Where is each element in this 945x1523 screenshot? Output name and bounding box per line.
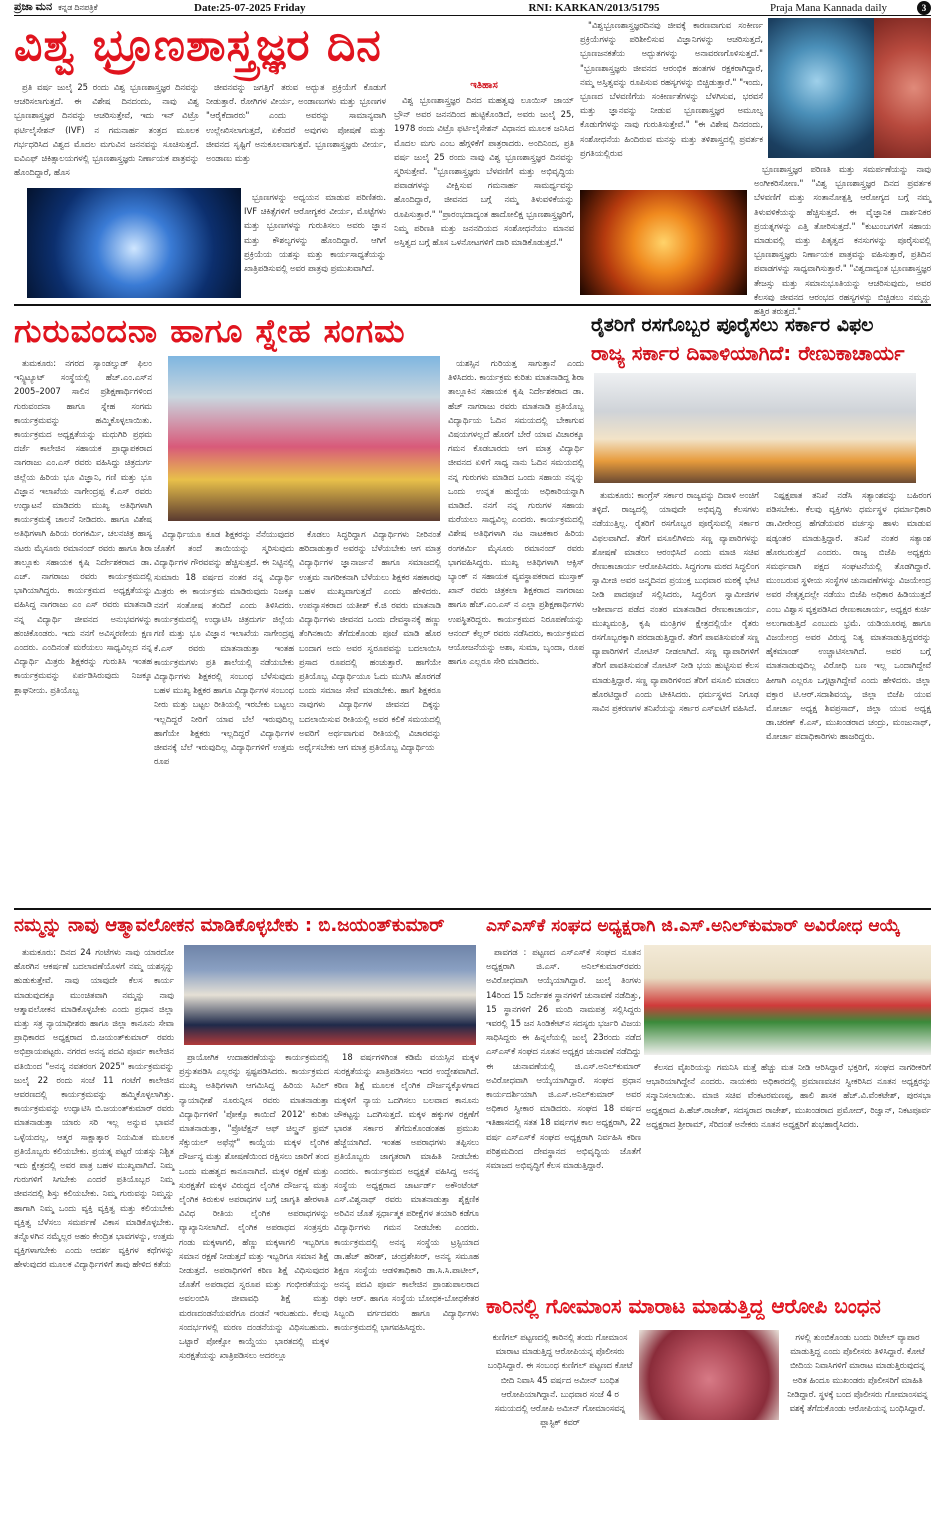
- story2-col4-text: ಯಶಸ್ಸಿನ ಗುರಿಯತ್ತ ಸಾಗುತ್ತಾನೆ ಎಂದು ತಿಳಿಸಿದರು. ಕಾರ್ಯಕ್ರಮ ಕುರಿತು ಮಾತನಾಡಿದ್ದ ಶಿರಾ ತಾಲ್ಲೂಕಿನ ಸಹಾಯಕ ಕೃಷಿ ನಿರ್ದೇಶಕರಾದ ಡಾ. ಹೆಚ್ ನಾಗರಾಜು ರವರು ಮಾತನಾಡಿ ಪ್ರತಿಯೊಬ್ಬ ವಿದ್ಯಾರ್ಥಿಯ ಓದಿನ ಸಮಯದಲ್ಲಿ ಬೇಕಾಗುವ ವಿಷಯಗಳಲ್ಲದೆ ಹೊರಗೆ ಬೇರೆ ಯಾವ ವಿಚಾರಕ್ಕೂ ಗಮನ ಕೊಡಬಾರದು ಆಗ ಮಾತ್ರ ವಿದ್ಯಾರ್ಥಿ ಜೀವನದ ಏಳಿಗೆ ಸಾಧ್ಯ ನಾನು ಓದಿನ ಸಮಯದಲ್ಲಿ ನನ್ನ ಗುರುಗಳು ಮಾಡಿದ ಒಂದು ಸಹಾಯ ನನ್ನನ್ನು ಒಂದು ಉನ್ನತ ಹುದ್ದೆಯ ಅಧಿಕಾರಿಯನ್ನಾಗಿ ಮಾಡಿದೆ. ನನಗೆ ನನ್ನ ಗುರುಗಳ ಸಹಾಯ ಮರೆಯಲು ಸಾಧ್ಯವಿಲ್ಲ ಎಂದರು. ಕಾರ್ಯಕ್ರಮದಲ್ಲಿ ವಿಶೇಷ ಅತಿಥಿಗಳಾಗಿ ನಟ ನಾಟಕಕಾರ ಹಿರಿಯ ರಂಗಕರ್ಮಿ ಮೈಸೂರು ರಮಾನಂದ್ ರವರು ಭಾಗವಹಿಸಿದ್ದರು. ಮುಖ್ಯ ಅತಿಥಿಗಳಾಗಿ ಆಕ್ಸಿಸ್ ಬ್ಯಾಂಕ್ ನ ಸಹಾಯಕ ವ್ಯವಸ್ಥಾಪಕರಾದ ಮುಸ್ತಾಕ್ ಖಾನ್ ರವರು ಚಿತ್ರಕಲಾ ಶಿಕ್ಷಕರಾದ ನಾಗರಾಜು ಹಾಗೂ ಹೆಚ್.ಎಂ.ಎಸ್ ನ ಎಲ್ಲಾ ಪ್ರಶಿಕ್ಷಣಾರ್ಥಿಗಳು ಉಪಸ್ಥಿತರಿದ್ದರು. ಕಾರ್ಯಕ್ರಮದ ನಿರೂಪಣೆಯನ್ನು ಆನಂದ್ ಕೆಲ್ಲರ್ ರವರು ನಡೆಸಿದರು, ಕಾರ್ಯಕ್ರಮದ ಆಯೋಜನೆಯನ್ನು ಅಶಾ, ಸುಮಾ, ಬೃಂದಾ, ರೂಪ ಹಾಗೂ ಎಲ್ಲರೂ ಸೇರಿ ಮಾಡಿದರು.: [448, 358, 584, 667]
- headline-embryologist-day: ವಿಶ್ವ ಭ್ರೂಣಶಾಸ್ತ್ರಜ್ಞರ ದಿನ: [14, 20, 382, 71]
- story6-col2-text: ಗಳಲ್ಲಿ ತುಂಬಿಕೊಂಡು ಬಂದು ರಿಟೇಲ್ ವ್ಯಾಪಾರ ಮಾಡುತ್ತಿದ್ದ ಎಂದು ಪೊಲೀಸರು ತಿಳಿಸಿದ್ದಾರೆ. ಕೋಟೆ ಬೀದಿಯ ನಿವಾಸಿಗಳಿಗೆ ಮಾರಾಟ ಮಾಡುತ್ತಿರುವುದನ್ನ ಅರಿತ ಹಿಂದೂ ಮುಖಂಡರು ಪೊಲೀಸರಿಗೆ ಮಾಹಿತಿ ನೀಡಿದ್ದಾರೆ. ಸ್ಥಳಕ್ಕೆ ಬಂದ ಪೊಲೀಸರು ಗೋಮಾಂಸವನ್ನ ವಶಕ್ಕೆ ತೆಗೆದುಕೊಂಡು ಆರೋಪಿಯನ್ನ ಬಂಧಿಸಿದ್ದಾರೆ.: [787, 1332, 928, 1414]
- section-divider: [14, 908, 931, 910]
- masthead: [14, 0, 931, 16]
- story6-col2: [784, 1330, 931, 1425]
- brand-tagline: ಕನ್ನಡ ದಿನಪತ್ರಿಕೆ: [58, 3, 98, 12]
- story2-col4: [448, 356, 584, 902]
- story1-col2a-text: ಜೀವನವನ್ನು ಜಗತ್ತಿಗೆ ತರುವ ಅದ್ಭುತ ಪ್ರಕ್ರಿಯೆಗೆ ಕೊಡುಗೆ ನೀಡುತ್ತಾರೆ. ರೋಗಿಗಳ ವೀರ್ಯ, ಅಂಡಾಣುಗಳು ಮತ್ತು ಭ್ರೂಣಗಳ "ಆರೈಕೆದಾರರು" ಎಂದು ಅವರನ್ನು ಸಾಮಾನ್ಯವಾಗಿ ಉಲ್ಲೇಖಿಸಲಾಗುತ್ತದೆ, ಏಕೆಂದರೆ ಅವುಗಳು ಪೋಷಣೆ ಮತ್ತು ಜೀವನದ ಸೃಷ್ಟಿಗೆ ಅನುಕೂಲವಾಗುತ್ತವೆ. ಭ್ರೂಣಶಾಸ್ತ್ರಜ್ಞರು ವೀರ್ಯ, ಅಂಡಾಣು ಮತ್ತು: [206, 82, 386, 164]
- story1-col3: [394, 93, 574, 298]
- college-event-photo: [184, 945, 476, 1045]
- garlanded-members-photo: [644, 945, 931, 1055]
- headline-beef-arrest: ಕಾರಿನಲ್ಲಿ ಗೋಮಾಂಸ ಮಾರಾಟ ಮಾಡುತ್ತಿದ್ದ ಆರೋಪಿ ಬಂಧನ: [486, 1294, 881, 1318]
- story2-col1-text: ತುಮಕೂರು: ನಗರದ ಸ್ಯಾಂಡಲ್ವುಡ್ ಫಿಲಂ ಇನ್ಸ್ಟಿಟ್ಯೂಟ್ ಸಂಸ್ಥೆಯಲ್ಲಿ ಹೆಚ್.ಎಂ.ಎಸ್‌ನ 2005–2007 ಸಾಲಿನ ಪ್ರಶಿಕ್ಷಣಾರ್ಥಿಗಳಿಂದ ಗುರುವಂದನಾ ಹಾಗೂ ಸ್ನೇಹ ಸಂಗಮ ಕಾರ್ಯಕ್ರಮವನ್ನು ಹಮ್ಮಿಕೊಳ್ಳಲಾಯಿತು. ಕಾರ್ಯಕ್ರಮದ ಅಧ್ಯಕ್ಷತೆಯನ್ನು ಮಧುಗಿರಿ ಪ್ರಥಮ ದರ್ಜೆ ಕಾಲೇಜಿನ ಸಹಾಯಕ ಪ್ರಾಧ್ಯಾಪಕರಾದ ನಾಗರಾಜು ಎಂ.ಎಸ್ ರವರು ವಹಿಸಿದ್ದು ಚಿತ್ರದುರ್ಗ ಜಿಲ್ಲೆಯ ಹಿರಿಯ ಭೂ ವಿಜ್ಞಾನಿ, ಗಣಿ ಮತ್ತು ಭೂ ವಿಜ್ಞಾನ ಇಲಾಖೆಯ ನಾಗೇಂದ್ರಪ್ಪ ಕೆ.ಎಸ್ ರವರು ಉದ್ಘಾಟನೆ ಮಾಡಿದರು ಮುಖ್ಯ ಅತಿಥಿಗಳಾಗಿ ಕಾರ್ಯಕ್ರಮಕ್ಕೆ ಚಾಲನೆ ನೀಡಿದರು. ಹಾಗೂ ವಿಶೇಷ ಅತಿಥಿಗಳಾಗಿ ಹಿರಿಯ ರಂಗಕರ್ಮಿ, ಚಲನಚಿತ್ರ ಹಾಸ್ಯ ನಟರು ಮೈಸೂರು ರಮಾನಂದ್ ರವರು ಹಾಗೂ ಶಿರಾ ತಾಲ್ಲೂಕು ಸಹಾಯಕ ಕೃಷಿ ನಿರ್ದೇಶಕರಾದ ಡಾ. ಎಚ್. ನಾಗರಾಜು ರವರು ಕಾರ್ಯಕ್ರಮದಲ್ಲಿ ಭಾಗಿಯಾಗಿದ್ದರು. ಕಾರ್ಯಕ್ರಮದ ಅಧ್ಯಕ್ಷತೆಯನ್ನು ವಹಿಸಿದ್ದ ನಾಗರಾಜು ಎಂ ಎಸ್ ರವರು ಮಾತನಾಡಿ ನನ್ನ ವಿದ್ಯಾರ್ಥಿ ಜೀವನದ ಅನುಭವಗಳನ್ನು ಹಂಚಿಕೊಂಡರು. ಇದು ನನಗೆ ಅವಿಸ್ಮರಣೀಯ ಕ್ಷಣ ಎಂದರು. ಎಂದಿನಂತೆ ಮರೆಯಲು ಸಾಧ್ಯವಿಲ್ಲದ ನನ್ನ ವಿದ್ಯಾರ್ಥಿ ಮಿತ್ರರು ಶಿಕ್ಷಕರನ್ನು ಗುರುತಿಸಿ ಇಂತಹ ಕಾರ್ಯಕ್ರಮವನ್ನು ಏರ್ಪಡಿಸಿರುವುದು ನಿಜಕ್ಕೂ ಶ್ಲಾಘನೀಯ. ಪ್ರತಿಯೊಬ್ಬ: [14, 358, 152, 695]
- story1-quote-text: "ವಿಶ್ವಭ್ರೂಣಶಾಸ್ತ್ರಜ್ಞರದಿನವು ಜೀವಕ್ಕೆ ಕಾರಣವಾಗುವ ಸಂಕೀರ್ಣ ಪ್ರಕ್ರಿಯೆಗಳನ್ನು ಪರಿಶೀಲಿಸುವ ವಿಜ್ಞಾನಿಗಳನ್ನು ಆಚರಿಸುತ್ತದೆ, ಭ್ರೂಣಜನಕತೆಯ ಅದ್ಭುತಗಳನ್ನು ಅನಾವರಣಗೊಳಿಸುತ್ತದೆ." "ಭ್ರೂಣಶಾಸ್ತ್ರಜ್ಞರು ಜೀವನದ ಆರಂಭಿಕ ಹಂತಗಳ ರಕ್ಷಕರಾಗಿದ್ದಾರೆ, ನಮ್ಮ ಅಸ್ತಿತ್ವವನ್ನು ರೂಪಿಸುವ ರಹಸ್ಯಗಳನ್ನು ಬಿಚ್ಚಿಡುತ್ತಾರೆ." "ಇಂದು, ಭ್ರೂಣದ ಬೆಳವಣಿಗೆಯ ಸಂಕೀರ್ಣತೆಗಳನ್ನು ಬೆಳಗಿಸುವ, ಭರವಸೆ ಮತ್ತು ಜ್ಞಾನವನ್ನು ನೀಡುವ ಭ್ರೂಣಶಾಸ್ತ್ರಜ್ಞರ ಅಮೂಲ್ಯ ಕೊಡುಗೆಗಳನ್ನು ನಾವು ಗುರುತಿಸುತ್ತೇವೆ." "ಈ ವಿಶೇಷ ದಿನದಂದು, ಸಂಶೋಧನೆಯ ಹಿಂದಿರುವ ಮನಸ್ಸು ಮತ್ತು ತಳಿಶಾಸ್ತ್ರದಲ್ಲಿ ಪ್ರವರ್ತಕ ಪ್ರಗತಿಯಲ್ಲಿರುವ: [580, 20, 763, 158]
- story5-col1-text: ಪಾವಗಡ : ಪಟ್ಟಣದ ಎಸ್‌ಎಸ್‌ಕೆ ಸಂಘದ ನೂತನ ಅಧ್ಯಕ್ಷರಾಗಿ ಜಿ.ಎಸ್. ಅನಿಲ್‌ಕುಮಾರ್‌ರವರು ಅವಿರೋಧವಾಗಿ ಆಯ್ಕೆಯಾಗಿದ್ದಾರೆ. ಜುಲೈ ತಿಂಗಳು 14ರಿಂದ 15 ನಿರ್ದೇಶಕ ಸ್ಥಾನಗಳಿಗೆ ಚುನಾವಣೆ ನಡೆದಿತ್ತು, 15 ಸ್ಥಾನಗಳಿಗೆ 26 ಮಂದಿ ನಾಮಪತ್ರ ಸಲ್ಲಿಸಿದ್ದರು ಇವರಲ್ಲಿ 15 ಜನ ಸಿಂಡಿಕೇಟ್‌ನ ಸದಸ್ಯರು ಭರ್ಜರಿ ವಿಜಯ ಸಾಧಿಸಿದ್ದರು ಈ ಹಿನ್ನಲೆಯಲ್ಲಿ ಜುಲೈ 23ರಂದು ನಡೆದ ಎಸ್‌ಎಸ್‌ಕೆ ಸಂಘದ ನೂತನ ಅಧ್ಯಕ್ಷರ ಚುನಾವಣೆ ನಡೆದಿದ್ದು ಈ ಚುನಾವಣೆಯಲ್ಲಿ ಜಿ.ಎಸ್.ಅನಿಲ್‌ಕುಮಾರ್ ಅವಿರೋಧವಾಗಿ ಆಯ್ಕೆಯಾಗಿದ್ದಾರೆ. ಸಂಘದ ಪ್ರಧಾನ ಕಾರ್ಯದರ್ಶಿಯಾಗಿ ಜಿ.ಎಸ್.ಅನಿಲ್‌ಕುಮಾರ್ ಅವರ ಅಧಿಕಾರ ಸ್ವೀಕಾರ ಮಾಡಿದರು. ಸಂಘದ 18 ವರ್ಷದ ಇತಿಹಾಸದಲ್ಲಿ ಸತತ 18 ವರ್ಷಗಳ ಕಾಲ ಅಧ್ಯಕ್ಷರಾಗಿ, 22 ವರ್ಷ ಎಸ್‌ಎಸ್‌ಕೆ ಸಂಘದ ಅಧ್ಯಕ್ಷರಾಗಿ ನಿರ್ವಹಿಸಿ ಕಠಿಣ ಪರಿಶ್ರಮದಿಂದ ದೇವಸ್ಥಾನದ ಅಭಿವೃದ್ಧಿಯ ಜೊತೆಗೆ ಸಮಾಜದ ಅಭಿವೃದ್ಧಿಗೆ ಕೆಲಸ ಮಾಡುತ್ತಿದ್ದಾರೆ.: [486, 947, 641, 1171]
- rni-number: RNI: KARKAN/2013/51795: [528, 1, 660, 14]
- headline-guruvandana: ಗುರುವಂದನಾ ಹಾಗೂ ಸ್ನೇಹ ಸಂಗಮ: [14, 312, 406, 350]
- hands-embryo-photo: [27, 188, 241, 298]
- swamiji-visit-photo: [594, 373, 916, 483]
- story1-col2b-text: ಭ್ರೂಣಗಳನ್ನು ಅಧ್ಯಯನ ಮಾಡುವ ಪರಿಣಿತರು. IVF ಚಿಕಿತ್ಸೆಗಳಿಗೆ ಆರೋಗ್ಯಕರ ವೀರ್ಯ, ಮೊಟ್ಟೆಗಳು ಮತ್ತು ಭ್ರೂಣಗಳನ್ನು ಗುರುತಿಸಲು ಅವರು ಜ್ಞಾನ ಮತ್ತು ಕೌಶಲ್ಯಗಳನ್ನು ಹೊಂದಿದ್ದಾರೆ. ಆಗಿಗೆ ಪ್ರಕ್ರಿಯೆಯ ಯಶಸ್ಸು ಮತ್ತು ಕಾರ್ಯಸಾಧ್ಯತೆಯನ್ನು ಖಾತ್ರಿಪಡಿಸುವಲ್ಲಿ ಅವರ ಪಾತ್ರವು ಪ್ರಮುಖವಾಗಿದೆ.: [244, 192, 386, 274]
- section-divider: [14, 304, 931, 306]
- story1-col1-text: ಪ್ರತಿ ವರ್ಷ ಜುಲೈ 25 ರಂದು ವಿಶ್ವ ಭ್ರೂಣಶಾಸ್ತ್ರಜ್ಞರ ದಿನವನ್ನು ಆಚರಿಸಲಾಗುತ್ತದೆ. ಈ ವಿಶೇಷ ದಿನದಂದು, ನಾವು ವಿಶ್ವ ಭ್ರೂಣಶಾಸ್ತ್ರಜ್ಞರ ದಿನವನ್ನು ಆಚರಿಸುತ್ತೇವೆ, ಇದು ಇನ್ ವಿಟ್ರೊ ಫರ್ಟಿಲೈಸೇಶನ್ (IVF) ನ ಗಮನಾರ್ಹ ತಂತ್ರದ ಮೂಲಕ ಗರ್ಭಧರಿಸಿದ ವಿಶ್ವದ ಮೊದಲ ಮಗುವಿನ ಜನನವನ್ನು ಸೂಚಿಸುತ್ತದೆ. ಐವಿಎಫ್ ಚಿಕಿತ್ಸಾಲಯಗಳಲ್ಲಿ ಭ್ರೂಣಶಾಸ್ತ್ರಜ್ಞರು ನಿರ್ಣಾಯಕ ಪಾತ್ರವನ್ನು ಹೊಂದಿದ್ದಾರೆ, ಹೊಸ: [14, 82, 199, 178]
- story1-quote-column: [580, 18, 763, 183]
- story1-col3-text: ವಿಶ್ವ ಭ್ರೂಣಶಾಸ್ತ್ರಜ್ಞರ ದಿನದ ಮಹತ್ವವು ಲೂಯಿಸ್ ಜಾಯ್ ಬ್ರೌನ್ ಅವರ ಜನನದಿಂದ ಹುಟ್ಟಿಕೊಂಡಿದೆ, ಅವರು ಜುಲೈ 25, 1978 ರಂದು ವಿಟ್ರೊ ಫರ್ಟಿಲೈಸೇಶನ್ ವಿಧಾನದ ಮೂಲಕ ಜನಿಸಿದ ಮೊದಲ ಮಗು ಎಂಬ ಹೆಗ್ಗಳಿಕೆಗೆ ಪಾತ್ರರಾದರು. ಅಂದಿನಿಂದ, ಪ್ರತಿ ವರ್ಷ ಜುಲೈ 25 ರಂದು ನಾವು ವಿಶ್ವ ಭ್ರೂಣಶಾಸ್ತ್ರಜ್ಞರ ದಿನವನ್ನು ಸ್ಮರಿಸುತ್ತೇವೆ. "ಭ್ರೂಣಶಾಸ್ತ್ರಜ್ಞರು ಬೆಳವಣಿಗೆ ಮತ್ತು ಅಭಿವೃದ್ಧಿಯ ಪವಾಡಗಳನ್ನು ವೀಕ್ಷಿಸುವ ಗಮನಾರ್ಹ ಸಾಮರ್ಥ್ಯವನ್ನು ಹೊಂದಿದ್ದಾರೆ, ಜೀವನದ ಬಗ್ಗೆ ನಮ್ಮ ತಿಳುವಳಿಕೆಯನ್ನು ರೂಪಿಸುತ್ತಾರೆ." "ಪ್ರಾರಂಭದಾದ್ಯಂತ ಹಾದೋಲಿಕ್ಷ ಭ್ರೂಣಶಾಸ್ತ್ರಜ್ಞರಿಗೆ, ನಿಮ್ಮ ಪರಿಣತಿ ಮತ್ತು ಜನನದಿಯದ ಸಂಶೋಧನೆಯು ಮಾನವ ಅಸ್ತಿತ್ವದ ಬಗ್ಗೆ ಹೊಸ ಒಳನೋಟಗಳಿಗೆ ದಾರಿ ಮಾಡಿಕೊಡುತ್ತದೆ.": [394, 95, 574, 248]
- headline-ssk-president: ಎಸ್‌ಎಸ್‌ಕೆ ಸಂಘದ ಅಧ್ಯಕ್ಷರಾಗಿ ಜಿ.ಎಸ್.ಅನಿಲ್‌ಕುಮಾರ್ ಅವಿರೋಧ ಆಯ್ಕೆ: [486, 916, 901, 936]
- students-group-photo: [168, 356, 440, 521]
- embryo-cell-photo: [768, 18, 931, 158]
- story5-col2: [646, 1060, 931, 1285]
- story3-col2-text: ನಿಷ್ಪಕ್ಷಪಾತ ತನಿಖೆ ನಡೆಸಿ ಸತ್ಯಾಂಶವನ್ನು ಬಹಿರಂಗ ಪಡಿಸಬೇಕು. ಕೆಲವು ವ್ಯಕ್ತಿಗಳು ಧರ್ಮಸ್ಥಳ ಧರ್ಮಾಧಿಕಾರಿ ಡಾ.ವೀರೇಂದ್ರ ಹೆಗಡೆಯವರ ವರ್ಚಸ್ಸು ಹಾಳು ಮಾಡುವ ಷಡ್ಯಂತರ ಮಾಡುತ್ತಿದ್ದಾರೆ. ತನಿಖೆ ನಂತರ ಸತ್ಯಾಂಶ ಹೊರಬರುತ್ತದೆ ಎಂದರು. ರಾಜ್ಯ ಬಿಜೆಪಿ ಅಧ್ಯಕ್ಷರು ಸಮರ್ಥವಾಗಿ ಪಕ್ಷದ ಸಂಘಟನೆಯಲ್ಲಿ ತೊಡಗಿದ್ದಾರೆ. ಮುಂಬರುವ ಸ್ಥಳೀಯ ಸಂಸ್ಥೆಗಳ ಚುನಾವಣೆಗಳನ್ನು ವಿಜಯೇಂದ್ರ ಅವರ ನೇತೃತ್ವದಲ್ಲೇ ನಡೆಯು ಬಿಜೆಪಿ ಅಧಿಕಾರ ಹಿಡಿಯುತ್ತದೆ ಎಂಬ ವಿಶ್ವಾಸ ವ್ಯಕ್ತಪಡಿಸಿದ ರೇಣುಕಾಚಾರ್ಯ, ಅಧ್ಯಕ್ಷರ ಕುರ್ಚಿ ಅಲುಗಾಡುತ್ತಿದೆ ಎಂಬುದು ಭ್ರಮೆ. ಯಡಿಯೂರಪ್ಪ ಹಾಗೂ ವಿಜಯೇಂದ್ರ ಅವರ ವಿರುದ್ಧ ನಿತ್ಯ ಮಾತನಾಡುತ್ತಿದ್ದವರನ್ನು ಹೈಕಮಾಂಡ್ ಉಚ್ಚಾಟಿಸಲಾಗಿದೆ. ಅವರ ಬಗ್ಗೆ ಮಾತನಾಡುವುದಿಲ್ಲ ವಿರೋಧಿ ಬಣ ಇಲ್ಲ ಒಂದಾಗಿದ್ದೇವೆ ಹೀಗಾಗಿ ಎಲ್ಲರೂ ಒಗ್ಗಟ್ಟಾಗಿದ್ದೇವೆ ಎಂದು ಹೇಳಿದರು. ಜಿಲ್ಲಾ ವಕ್ತಾರ ಟಿ.ಆರ್.ಸದಾಶಿವಯ್ಯ, ಜಿಲ್ಲಾ ಬಿಜೆಪಿ ಯುವ ಮೋರ್ಚಾ ಅಧ್ಯಕ್ಷ ಶಿವಪ್ರಸಾದ್, ಜಿಲ್ಲಾ ಯುವ ಅಧ್ಯಕ್ಷ ಡಾ.ಚರಣ್ ಕೆ.ಎಸ್, ಮುಖಂಡರಾದ ಚಂದ್ರು, ಮಂಜುನಾಥ್, ಮೋರ್ಚಾ ಪದಾಧಿಕಾರಿಗಳು ಹಾಜರಿದ್ದರು.: [766, 490, 931, 742]
- story1-col2a: [206, 80, 386, 188]
- story4-col3-text: 18 ವರ್ಷಗಳಿಗಿಂತ ಕಡಿಮೆ ವಯಸ್ಸಿನ ಮಕ್ಕಳ ಸುರಕ್ಷತೆಯನ್ನು ಖಾತ್ರಿಪಡಿಸಲು ಇದರ ಉದ್ದೇಶವಾಗಿದೆ. ಕಠಿಣ ಶಿಕ್ಷೆ ಮೂಲಕ ಲೈಂಗಿಕ ದೌರ್ಜನ್ಯಕ್ಕೊಳಗಾದ ಮಕ್ಕಳಿಗೆ ನ್ಯಾಯ ಒದಗಿಸಲು ಬಲವಾದ ಕಾನೂನು ಚೌಕಟ್ಟನ್ನು ಒದಗಿಸುತ್ತದೆ. ಮಕ್ಕಳ ಹಕ್ಕುಗಳ ರಕ್ಷಣೆಗೆ ಭಾರತ ಸರ್ಕಾರ ತೆಗೆದುಕೊಂಡಂತಹ ಪ್ರಮುಖ ಹೆಜ್ಜೆಯಾಗಿದೆ. ಇಂತಹ ಅಪರಾಧಗಳು ತಪ್ಪಿಸಲು ಪ್ರತಿಯೊಬ್ಬರು ಜಾಗೃತರಾಗಿ ಮಾಹಿತಿ ನೀಡಬೇಕು ಎಂದರು. ಕಾರ್ಯಕ್ರಮದ ಅಧ್ಯಕ್ಷತೆ ವಹಿಸಿದ್ದ ಅನನ್ಯ ಸಂಸ್ಥೆಯ ಅಧ್ಯಕ್ಷರಾದ ಚಾರ್ಟರ್ಡ್ ಅಕೌಂಟೆಂಟ್ ಎಸ್.ವಿಶ್ವನಾಥ್ ರವರು ಮಾತನಾಡುತ್ತಾ ಶೈಕ್ಷಣಿಕ ಅರಿವಿನ ಜೊತೆ ಸ್ಪರ್ಧಾತ್ಮಕ ಪರೀಕ್ಷೆಗಳ ತಯಾರಿ ಕಡೆಗೂ ವಿದ್ಯಾರ್ಥಿಗಳು ಗಮನ ನೀಡಬೇಕು ಎಂದರು. ಕಾರ್ಯಕ್ರಮದಲ್ಲಿ ಅನನ್ಯ ಸಂಸ್ಥೆಯ ಟ್ರಸ್ಟಿಯಾದ ಡಾ.ಹೆಚ್ ಹರೀಶ್, ಚಂದ್ರಶೇಖರ್, ಅನನ್ಯ ಸಮೂಹ ಶಿಕ್ಷಣ ಸಂಸ್ಥೆಯ ಆಡಳಿತಾಧಿಕಾರಿ ಡಾ.ಸಿ.ಸಿ.ಪಾಟೀಲ್, ಅನನ್ಯ ಪದವಿ ಪೂರ್ವ ಕಾಲೇಜಿನ ಪ್ರಾಂಶುಪಾಲರಾದ ರಘು ಆರ್. ಹಾಗೂ ಸಂಸ್ಥೆಯ ಬೋಧಕ-ಬೋಧಕೇತರ ಸಿಬ್ಬಂದಿ ವರ್ಗದವರು ಹಾಗೂ ವಿದ್ಯಾರ್ಥಿಗಳು ಕಾರ್ಯಕ್ರಮದಲ್ಲಿ ಭಾಗವಹಿಸಿದ್ದರು.: [334, 1052, 479, 1332]
- story3-col2: [766, 488, 931, 903]
- story5-col1: [486, 945, 641, 1285]
- headline-jayanthkumar: ನಮ್ಮನ್ನು ನಾವು ಆತ್ಮಾವಲೋಕನ ಮಾಡಿಕೊಳ್ಳಬೇಕು : ಬಿ.ಜಯಂತ್‌ಕುಮಾರ್: [14, 915, 445, 936]
- headline-fertilizer: ರೈತರಿಗೆ ರಸಗೊಬ್ಬರ ಪೂರೈಸಲು ಸರ್ಕಾರ ವಿಫಲ: [591, 314, 874, 336]
- story4-col2: [179, 1050, 329, 1423]
- story4-col2-text: ಪ್ರಾಯೋಗಿಕ ಉದಾಹರಣೆಯನ್ನು ಕಾರ್ಯಕ್ರಮದಲ್ಲಿ ಪ್ರಸ್ತುತಪಡಿಸಿ ಎಲ್ಲರನ್ನು ಸ್ಪಷ್ಟಪಡಿಸಿದರು. ಕಾರ್ಯಕ್ರಮದ ಮುಖ್ಯ ಅತಿಥಿಗಳಾಗಿ ಆಗಮಿಸಿದ್ದ ಹಿರಿಯ ಸಿವಿಲ್ ನ್ಯಾಯಾಧೀಶೆ ನೂರುನ್ನೀಸ ರವರು ಮಾತನಾಡುತ್ತಾ ವಿದ್ಯಾರ್ಥಿಗಳಿಗೆ 'ಪೋಕ್ಸೊ ಕಾಯಿದೆ 2012' ಕುರಿತು ಮಾತನಾಡುತ್ತಾ, "ಪ್ರೊಟೆಕ್ಷನ್ ಆಫ್ ಚಿಲ್ಡ್ರನ್ ಫ್ರಮ್ ಸೆಕ್ಸುಯಲ್ ಅಫೆನ್ಸ್" ಕಾಯ್ದೆಯ ಮಕ್ಕಳ ಲೈಂಗಿಕ ದೌರ್ಜನ್ಯ ಮತ್ತು ಶೋಷಣೆಯಿಂದ ರಕ್ಷಿಸಲು ಜಾರಿಗೆ ತಂದ ಒಂದು ಮಹತ್ವದ ಕಾನೂನಾಗಿದೆ. ಮಕ್ಕಳ ರಕ್ಷಣೆ ಮತ್ತು ಸುರಕ್ಷತೆಗೆ ಮಕ್ಕಳ ವಿರುದ್ಧದ ಲೈಂಗಿಕ ದೌರ್ಜನ್ಯ ಮತ್ತು ಲೈಂಗಿಕ ಕಿರುಕುಳ ಅಪರಾಧಗಳ ಬಗ್ಗೆ ಜಾಗೃತಿ ಹೇರಳಾತಿ ವಿವಿಧ ರೀತಿಯ ಲೈಂಗಿಕ ಅಪರಾಧಗಳನ್ನು ವ್ಯಾಖ್ಯಾನಿಸಲಾಗಿದೆ. ಲೈಂಗಿಕ ಅಪರಾಧದ ಸಂತ್ರಸ್ತರು ಗಂಡು ಮಕ್ಕಳಾಗಲಿ, ಹೆಣ್ಣು ಮಕ್ಕಳಾಗಲಿ ಇಬ್ಬರಿಗೂ ಸಮಾನ ರಕ್ಷಣೆ ನೀಡುತ್ತದೆ ಮತ್ತು ಇಬ್ಬರಿಗೂ ಸಮಾನ ಶಿಕ್ಷೆ ನೀಡುತ್ತದೆ. ಅಪರಾಧಿಗಳಿಗೆ ಕಠಿಣ ಶಿಕ್ಷೆ ವಿಧಿಸುವುದರ ಜೊತೆಗೆ ಅಪರಾಧದ ಸ್ವರೂಪ ಮತ್ತು ಗಂಭೀರತೆಯನ್ನು ಅವಲಂಬಿಸಿ ಜೀವಾವಧಿ ಶಿಕ್ಷೆ ಮತ್ತು ಮರಣದಂಡನೆಯವರೆಗೂ ದಂಡನೆ ಇರಬಹುದು. ಕೆಲವು ಸಂದರ್ಭಗಳಲ್ಲಿ ಮರಣ ದಂಡನೆಯನ್ನು ವಿಧಿಸಬಹುದು. ಒಟ್ಟಾರೆ ಪೋಕ್ಸೋ ಕಾಯ್ದೆಯು ಭಾರತದಲ್ಲಿ ಮಕ್ಕಳ ಸುರಕ್ಷತೆಯನ್ನು ಖಾತ್ರಿಪಡಿಸಲು ಅದರಲ್ಲೂ: [179, 1052, 329, 1361]
- brand-name: ಪ್ರಜಾ ಮನ: [14, 1, 53, 13]
- story5-col2-text: ಕೆಲಸದ ವೈಖರಿಯನ್ನು ಗಮನಿಸಿ ಮತ್ತೆ ಹೆಚ್ಚು ಮತ ನೀಡಿ ಆರಿಸಿದ್ದಾರೆ ಭಕ್ತರಿಗೆ, ಸಂಘದ ನಾಗರೀಕರಿಗೆ ಆಭಾರಿಯಾಗಿದ್ದೇನೆ ಎಂದರು. ನಾಯಕರು ಅಧಿಕಾರದಲ್ಲಿ ಪ್ರಮಾಣವಚನ ಸ್ವೀಕರಿಸಿದ ನೂತನ ಅಧ್ಯಕ್ಷರನ್ನು ಸನ್ಮಾನಿಸಲಾಯಿತು. ಮಾಜಿ ಸಚಿವ ವೆಂಕಟರಮಣಪ್ಪ, ಹಾಲಿ ಶಾಸಕ ಹೆಚ್.ವಿ.ವೆಂಕಟೇಶ್, ಪುರಸಭಾ ಅಧ್ಯಕ್ಷರಾದ ಪಿ.ಹೆಚ್.ರಾಜೇಶ್, ಸದಸ್ಯರಾದ ರಾಜೇಶ್, ಮುಖಂಡರಾದ ಪ್ರಮೋದ್, ರಿಜ್ವಾನ್, ನಿಕಟಪೂರ್ವ ಅಧ್ಯಕ್ಷರಾದ ಶ್ರೀರಾಮ್, ಸೆರಿದಂತೆ ಅನೇಕರು ನೂತನ ಅಧ್ಯಕ್ಷರಿಗೆ ಶುಭಹಾರೈಸಿದರು.: [646, 1062, 931, 1129]
- story1-col2b: [244, 190, 386, 300]
- story2-col3-text: ಕೊಡಲು ಸಿದ್ಧರಿದ್ದಾಗ ವಿದ್ಯಾರ್ಥಿಗಳು ನೀರಿನಂತೆ ಹರಿದಾಡುತ್ತಾರೆ ಅವರನ್ನು ಬೆಳೆಯಬೇಕು ಆಗ ಮಾತ್ರ ವಿದ್ಯಾರ್ಥಿಗಳ ಜ್ಞಾನಾರ್ಜನೆ ಹಾಗೂ ಸಮಾಜದಲ್ಲಿ ಉತ್ತಮ ನಾಗರೀಕನಾಗಿ ಬೆಳೆಯಲು ಶಿಕ್ಷಕರ ಸಹಕಾರವು ಬಹಳ ಮುಖ್ಯವಾಗುತ್ತದೆ ಎಂದು ಹೇಳಿದರು. ಉಪನ್ಯಾಸಕರಾದ ಯತೀಶ್ ಕೆ.ಜಿ ರವರು ಮಾತನಾಡಿ ವಿದ್ಯಾರ್ಥಿಗಳು ಜೀವನದ ಒಂದು ದೇವಸ್ಥಾನಕ್ಕೆ ಹಣ್ಣು ತೆಂಗಿನಕಾಯಿ ತೆಗೆದುಕೊಂಡು ಪೂಜೆ ಮಾಡಿ ಹೊರ ಬಂದಾಗ ಅದು ಅವರ ಸ್ವರೂಪವನ್ನು ಬದಲಾಯಿಸಿ ಪ್ರಸಾದ ರೂಪದಲ್ಲಿ ಹಂಚುತ್ತಾರೆ. ಹಾಗೆಯೇ ಪ್ರತಿಯೊಬ್ಬ ವಿದ್ಯಾರ್ಥಿಯೂ ಓದು ಮುಗಿಸಿ ಹೊರಗಡೆ ಬಂದು ಸಮಾಜ ಸೇವೆ ಮಾಡಬೇಕು. ಹಾಗೆ ಶಿಕ್ಷಕರೂ ನಾವುಗಳು ವಿದ್ಯಾರ್ಥಿಗಳ ಜೀವನದ ದಿಕ್ಕನ್ನು ಬದಲಾಯಿಸುವ ರೀತಿಯಲ್ಲಿ ಅವರ ಕಲಿಕೆ ಸಮಯದಲ್ಲಿ ಅವರಿಗೆ ಅರ್ಥವಾಗುವ ರೀತಿಯಲ್ಲಿ ವಿಚಾರವನ್ನು ಅರ್ಥೈಸಬೇಕು ಆಗ ಮಾತ್ರ ಪ್ರತಿಯೊಬ್ಬ ವಿದ್ಯಾರ್ಥಿಯ: [299, 529, 441, 753]
- story4-col1-text: ತುಮಕೂರು: ದಿನದ 24 ಗಂಟೆಗಳು ನಾವು ಯಾರದೋ ಹೊರಗಿನ ಆಕರ್ಷಣೆ ಬದಲಾವಣೆಯೊಳಗೆ ನಮ್ಮ ಯಶಸ್ಸನ್ನು ಹುಡುಕುತ್ತೇವೆ. ನಾವು ಯಾವುದೇ ಕೆಲಸ ಕಾರ್ಯ ಮಾಡುವುದಕ್ಕೂ ಮುಂಚಿತವಾಗಿ ನಮ್ಮನ್ನು ನಾವು ಆತ್ಮಾವಲೋಕನ ಮಾಡಿಕೊಳ್ಳಬೇಕು ಎಂದು ಪ್ರಧಾನ ಜಿಲ್ಲಾ ಮತ್ತು ಸತ್ರ ನ್ಯಾಯಾಧೀಶರು ಹಾಗೂ ಜಿಲ್ಲಾ ಕಾನೂನು ಸೇವಾ ಪ್ರಾಧಿಕಾರದ ಅಧ್ಯಕ್ಷರಾದ ಬಿ.ಜಯಂತ್‌ಕುಮಾರ್ ರವರು ಅಭಿಪ್ರಾಯಪಟ್ಟರು. ನಗರದ ಅನನ್ಯ ಪದವಿ ಪೂರ್ವ ಕಾಲೇಜಿನ ವತಿಯಿಂದ "ಅನನ್ಯ ನವತರಂಗ 2025" ಕಾರ್ಯಕ್ರಮವನ್ನು ಜುಲೈ 22 ರಂದು ಸಂಜೆ 11 ಗಂಟೆಗೆ ಕಾಲೇಜಿನ ಆವರಣದಲ್ಲಿ ಕಾರ್ಯಕ್ರಮವನ್ನು ಹಮ್ಮಿಕೊಳ್ಳಲಾಗಿತ್ತು. ಕಾರ್ಯಕ್ರಮವನ್ನು ಉದ್ಘಾಟಿಸಿ ಬಿ.ಜಯಂತ್‌ಕುಮಾರ್ ರವರು ಮಾತನಾಡುತ್ತಾ ಯಾರು ಸರಿ ಇಲ್ಲ ಅನ್ನುವ ಭಾವನೆ ಒಳ್ಳೆಯದಲ್ಲ, ಆತ್ಮರ ಸಾಕ್ಷಾತ್ಕಾರ ನಿಯಮಿತ ಮೂಲಕ ಪ್ರತಿಯೊಬ್ಬರು ಕಲಿಯಬೇಕು. ಪ್ರಯತ್ನ ಪಟ್ಟರೆ ಯಶಸ್ಸು ನಿಶ್ಚಿತ ಇದು ಕ್ಷೇತ್ರದಲ್ಲಿ ಅವರ ಪಾತ್ರ ಬಹಳ ಮುಖ್ಯವಾಗಿದೆ. ನಿಮ್ಮ ಗುರುಗಳಿಗೆ ಸಿಗಬೇಕು ಎಂದರೆ ಪ್ರತಿಯೊಬ್ಬರ ನಿಮ್ಮ ಜೀವನದಲ್ಲಿ ಶಿಸ್ತು ಕಲಿಯಬೇಕು. ನಿಮ್ಮ ಗುರುವನ್ನು ನಿಮ್ಮನ್ನು ಹಾಗಾಗಿ ನಿಮ್ಮ ಒಂದು ವ್ಯಕ್ತಿ ವ್ಯಕ್ತಿತ್ವ ಮತ್ತು ಕಲಿಯಬೇಕು ವ್ಯಕ್ತಿತ್ವ ಬೆಳೆಸಲು ಸಮರ್ಪಣೆ ವಿಕಾಸ ಮಾಡಿಕೊಳ್ಳಬೇಕು. ತನ್ನೊಳಗಿನ ನಮ್ಮೆಲ್ಲರ ಅಹಂ ಕೇಂದ್ರಿತ ಭಾವಗಳನ್ನು, ಉತ್ತಮ ವ್ಯಕ್ತಿಗಳಾಗಬೇಕು ಎಂದು ಆದರ್ಶ ವ್ಯಕ್ತಿಗಳ ಕಥೆಗಳನ್ನು ಹೇಳುವುದರ ಮೂಲಕ ವಿದ್ಯಾರ್ಥಿಗಳಿಗೆ ತಾವು ಹೇಳಿದ ಕತೆಯ: [14, 947, 174, 1270]
- story4-col1: [14, 945, 174, 1423]
- story1-col1: [14, 80, 199, 180]
- story6-col1: [486, 1330, 634, 1428]
- story2-col2-text: ವಿದ್ಯಾರ್ಥಿಯೂ ಕೂಡ ಶಿಕ್ಷಕರನ್ನು ನೆನೆಯುವುದರ ಜೊತೆಗೆ ತಂದೆ ತಾಯಿಯನ್ನು ಸ್ಮರಿಸುವುದು ವಿದ್ಯಾರ್ಥಿಗಳ ಗೌರವವನ್ನು ಹೆಚ್ಚಿಸುತ್ತದೆ. ಈ ನಿಟ್ಟಿನಲ್ಲಿ ಸುಮಾರು 18 ವರ್ಷದ ನಂತರ ನನ್ನ ವಿದ್ಯಾರ್ಥಿ ಮಿತ್ರರು ಈ ಕಾರ್ಯಕ್ರಮ ಮಾಡಿರುವುದು ನಿಜಕ್ಕೂ ನನಗೆ ಸಂತೋಷ ತಂದಿದೆ ಎಂದು ತಿಳಿಸಿದರು. ಕಾರ್ಯಕ್ರಮದಲ್ಲಿ ಉದ್ಘಾಟಿಸಿ ಚಿತ್ರದುರ್ಗ ಜಿಲ್ಲೆಯ ಗಣಿ ಮತ್ತು ಭೂ ವಿಜ್ಞಾನ ಇಲಾಖೆಯ ನಾಗೇಂದ್ರಪ್ಪ ಕೆ.ಎಸ್ ರವರು ಮಾತನಾಡುತ್ತಾ ಇಂತಹ ಕಾರ್ಯಕ್ರಮಗಳು ಪ್ರತಿ ಶಾಲೆಯಲ್ಲಿ ನಡೆಯಬೇಕು ವಿದ್ಯಾರ್ಥಿಗಳು ಶಿಕ್ಷಕರಲ್ಲಿ ಸಂಬಂಧ ಬೆಳೆಸುವುದು ಬಹಳ ಮುಖ್ಯ ಶಿಕ್ಷಕರ ಹಾಗೂ ವಿದ್ಯಾರ್ಥಿಗಳ ಸಂಬಂಧ ನೀರು ಮತ್ತು ಬಟ್ಟಲ ರೀತಿಯಲ್ಲಿ ಇರಬೇಕು ಬಟ್ಟಲು ಇಲ್ಲದಿದ್ದರೆ ನೀರಿಗೆ ಯಾವ ಬೆಲೆ ಇರುವುದಿಲ್ಲ ಹಾಗೆಯೇ ಶಿಕ್ಷಕರು ಇಲ್ಲದಿದ್ದರೆ ವಿದ್ಯಾರ್ಥಿಗಳ ಜೀವನಕ್ಕೆ ಬೆಲೆ ಇರುವುದಿಲ್ಲ ವಿದ್ಯಾರ್ಥಿಗಳಿಗೆ ಉತ್ತಮ ರೂಪ: [154, 529, 294, 767]
- paper-name: Praja Mana Kannada daily: [770, 1, 887, 14]
- newspaper-page: [14, 0, 931, 1523]
- story1-col4: [754, 162, 931, 317]
- story2-col3: [299, 527, 441, 902]
- story3-col1: [592, 488, 759, 903]
- headline-renukacharya: ರಾಜ್ಯ ಸರ್ಕಾರ ದಿವಾಳಿಯಾಗಿದೆ: ರೇಣುಕಾಚಾರ್ಯ: [591, 341, 905, 365]
- story2-col1: [14, 356, 152, 901]
- story1-col4-text: ಭ್ರೂಣಶಾಸ್ತ್ರಜ್ಞರ ಪರಿಣತಿ ಮತ್ತು ಸಮರ್ಪಣೆಯನ್ನು ನಾವು ಅಂಗೀಕರಿಸೋಣ." "ವಿಶ್ವ ಭ್ರೂಣಶಾಸ್ತ್ರಜ್ಞರ ದಿನದ ಪ್ರವರ್ತಕ ಬೆಳವಣಿಗೆ ಮತ್ತು ಸಂತಾನೋತ್ಪತ್ತಿ ಆರೋಗ್ಯದ ಬಗ್ಗೆ ನಮ್ಮ ತಿಳುವಳಿಕೆಯನ್ನು ಹೆಚ್ಚಿಸುತ್ತದೆ. ಈ ವೈಜ್ಞಾನಿಕ ದಾರ್ಶನಿಕರ ಪ್ರಯತ್ನಗಳನ್ನು ಎತ್ತಿ ತೋರಿಸುತ್ತದೆ." "ಕುಟುಂಬಗಳಿಗೆ ಸಹಾಯ ಮಾಡುವಲ್ಲಿ ಮತ್ತು ಪಿತೃತ್ವದ ಕನಸುಗಳನ್ನು ಪೂರೈಸುವಲ್ಲಿ ಭ್ರೂಣಶಾಸ್ತ್ರಜ್ಞರು ನಿರ್ಣಾಯಕ ಪಾತ್ರವನ್ನು ವಹಿಸುತ್ತಾರೆ, ಪ್ರತಿದಿನ ಪವಾಡಗಳನ್ನು ಸಾಧ್ಯವಾಗಿಸುತ್ತಾರೆ." "ವಿಶ್ವದಾದ್ಯಂತ ಭ್ರೂಣಶಾಸ್ತ್ರಜ್ಞರ ತೇಜಸ್ಸು ಮತ್ತು ಸಮಾನುಭೂತಿಯನ್ನು ಆಚರಿಸುವುದು, ಅವರ ಕೆಲಸವು ಜೀವನದ ಆರಂಭದ ರಹಸ್ಯಗಳನ್ನು ಬಿಚ್ಚಿಡಲು ನಮ್ಮನ್ನು ಹತ್ತಿರ ತರುತ್ತದೆ.": [754, 164, 931, 317]
- history-subheading: ಇತಿಹಾಸ: [470, 80, 498, 91]
- issue-date: Date:25-07-2025 Friday: [194, 1, 306, 14]
- seized-meat-photo: [639, 1330, 779, 1420]
- page-number: 3: [917, 1, 931, 15]
- story4-col3: [334, 1050, 479, 1423]
- fetus-photo: [580, 190, 747, 295]
- story6-col1-text: ಕುಣಿಗಲ್ ಪಟ್ಟಣದಲ್ಲಿ ಕಾರಿನಲ್ಲಿ ತಂದು ಗೋಮಾಂಸ ಮಾರಾಟ ಮಾಡುತ್ತಿದ್ದ ಆರೋಪಿಯನ್ನ ಪೊಲೀಸರು ಬಂಧಿಸಿದ್ದಾರೆ. ಈ ಸಂಬಂಧ ಕುಣಿಗಲ್ ಪಟ್ಟಣದ ಕೋಟೆ ಬೀದಿ ನಿವಾಸಿ 45 ವರ್ಷದ ಅಮೀನ್ ಬಂಧಿತ ಆರೋಪಿಯಾಗಿದ್ದಾನೆ. ಬುಧವಾರ ಸಂಜೆ 4 ರ ಸಮಯದಲ್ಲಿ ಆರೋಪಿ ಅಮೀನ್ ಗೋಮಾಂಸವನ್ನ ಪ್ಲಾಸ್ಟಿಕ್ ಕವರ್: [487, 1332, 633, 1428]
- story2-col2: [154, 527, 294, 902]
- story3-col1-text: ತುಮಕೂರು: ಕಾಂಗ್ರೆಸ್ ಸರ್ಕಾರ ರಾಜ್ಯವನ್ನು ದಿವಾಳಿ ಅಂಚಿಗೆ ತಳ್ಳಿದೆ. ರಾಜ್ಯದಲ್ಲಿ ಯಾವುದೇ ಅಭಿವೃದ್ಧಿ ಕೆಲಸಗಳು ನಡೆಯುತ್ತಿಲ್ಲ. ರೈತರಿಗೆ ರಸಗೊಬ್ಬರ ಪೂರೈಸುವಲ್ಲಿ ಸರ್ಕಾರ ವಿಫಲವಾಗಿದೆ. ತೆರಿಗೆ ವಸೂಲಿಗಿಳಿದು ಸಣ್ಣ ವ್ಯಾಪಾರಿಗಳನ್ನು ಶೋಷಣೆ ಮಾಡಲು ಆರಂಭಿಸಿದೆ ಎಂದು ಮಾಜಿ ಸಚಿವ ರೇಣುಕಾಚಾರ್ಯ ಆರೋಪಿಸಿದರು. ಸಿದ್ಧಗಂಗಾ ಮಠದ ಸಿದ್ಧಲಿಂಗ ಸ್ವಾಮೀಜಿ ಅವರ ಜನ್ಮದಿನದ ಪ್ರಯುಕ್ತ ಬುಧವಾರ ಮಠಕ್ಕೆ ಭೇಟಿ ನೀಡಿ ಪಾದಪೂಜೆ ಸಲ್ಲಿಸಿದರು, ಸಿದ್ಧಲಿಂಗ ಸ್ವಾಮೀಜಿಗಳ ಆಶೀರ್ವಾದ ಪಡೆದ ನಂತರ ಮಾತನಾಡಿದ ರೇಣುಕಾಚಾರ್ಯ, ಮುಖ್ಯಮಂತ್ರಿ, ಕೃಷಿ ಮಂತ್ರಿಗಳ ಕ್ಷೇತ್ರದಲ್ಲಿಯೇ ರೈತರು ರಸಗೊಬ್ಬರಕ್ಕಾಗಿ ಪರದಾಡುತ್ತಿದ್ದಾರೆ. ತೆರಿಗೆ ಪಾವತಿಸುವಂತೆ ಸಣ್ಣ ವ್ಯಾಪಾರಿಗಳಿಗೆ ನೋಟಿಸ್ ನೀಡಲಾಗಿದೆ. ಸಣ್ಣ ವ್ಯಾಪಾರಿಗಳಿಗೆ ತೆರಿಗೆ ಪಾವತಿಸುವಂತೆ ನೋಟಿಸ್ ನೀಡಿ ಭಯ ಹುಟ್ಟಿಸುವ ಕೆಲಸ ಮಾಡುತ್ತಿದ್ದಾರೆ. ಸಣ್ಣ ವ್ಯಾಪಾರಿಗಳಿಂದ ತೆರಿಗೆ ವಸೂಲಿ ಮಾಡಲು ಹೊರಟಿದ್ದಾರೆ ಎಂದು ಟೀಕಿಸಿದರು. ಧರ್ಮಸ್ಥಳದ ನಿಗೂಢ ಸಾವಿನ ಪ್ರಕರಣಗಳ ತನಿಖೆಯನ್ನು ಸರ್ಕಾರ ಎಸ್‌ಐಟಿಗೆ ವಹಿಸಿದೆ.: [592, 490, 759, 714]
- brand-logo: [14, 1, 194, 14]
